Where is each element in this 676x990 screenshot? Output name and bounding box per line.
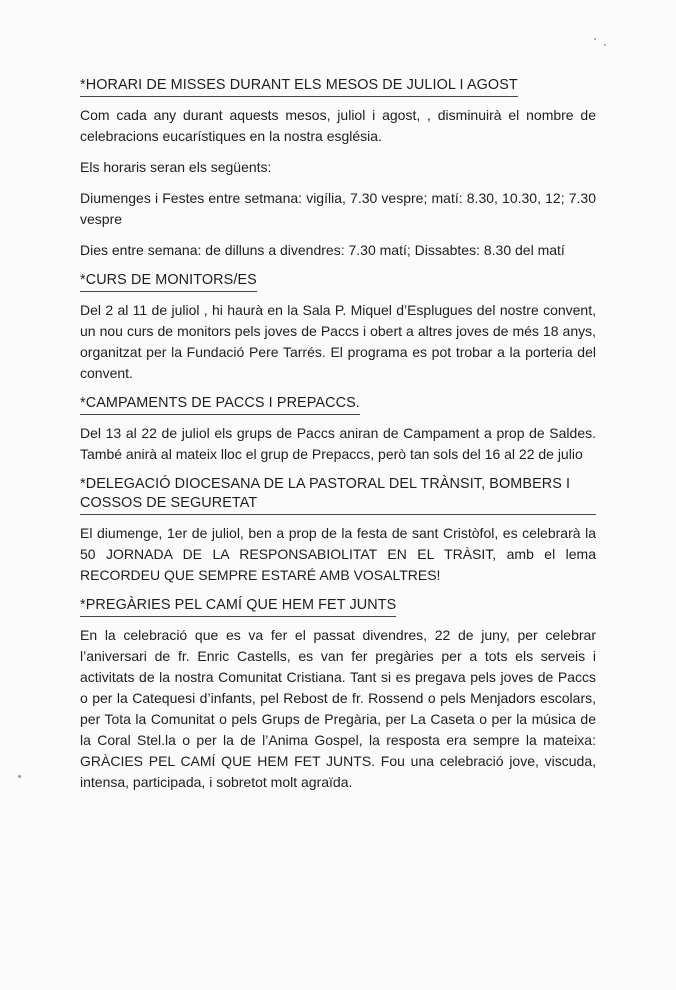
section-heading: *PREGÀRIES PEL CAMÍ QUE HEM FET JUNTS — [80, 596, 396, 617]
section-heading: *CAMPAMENTS DE PACCS I PREPACCS. — [80, 394, 360, 415]
paragraph: En la celebració que es va fer el passat divendres, 22 de juny, per celebrar l’aniversari de fr. Enric Castells, es van fer pregàries per a tots els serveis i activitats de la nostra Comunitat Cristiana. Tant si es pregava pels joves de Paccs o per la Catequesi d’infants, pel Rebost de fr. Rossend o pels Menjadors escolars, per Tota la Comunitat o pels Grups de Pregària, per La Caseta o per la música de la Coral Stel.la o per la de l’Anima Gospel, la resposta era sempre la mateixa: GRÀCIES PEL CAMÍ QUE HEM FET JUNTS. Fou una celebració jove, viscuda, intensa, participada, i sobretot molt agraïda. — [80, 627, 596, 790]
section-prayers — [80, 596, 596, 793]
scan-speck — [604, 44, 606, 46]
section-heading: *HORARI DE MISSES DURANT ELS MESOS DE JULIOL I AGOST — [80, 76, 518, 97]
paragraph: Diumenges i Festes entre setmana: vigília, 7.30 vespre; matí: 8.30, 10.30, 12; 7.30 vespre — [80, 190, 596, 227]
paragraph: Com cada any durant aquests mesos, juliol i agost, , disminuirà el nombre de celebracions eucarístiques en la nostra església. — [80, 107, 596, 144]
paragraph: Del 2 al 11 de juliol , hi haurà en la Sala P. Miquel d’Esplugues del nostre convent, un nou curs de monitors pels joves de Paccs i obert a altres joves de més 18 anys, organitzat per la Fundació Pere Tarrés. El programa es pot trobar a la porteria del convent. — [80, 302, 596, 381]
bulletin-content — [80, 76, 596, 803]
paragraph: Dies entre semana: de dilluns a divendres: 7.30 matí; Dissabtes: 8.30 del matí — [80, 242, 565, 258]
section-traffic-pastoral — [80, 475, 596, 586]
paragraph: Del 13 al 22 de juliol els grups de Paccs aniran de Campament a prop de Saldes. També anirà al mateix lloc el grup de Prepaccs, però tan sols del 16 al 22 de julio — [80, 425, 596, 462]
paragraph: El diumenge, 1er de juliol, ben a prop de la festa de sant Cristòfol, es celebrarà la 50 JORNADA DE LA RESPONSABIOLITAT EN EL TRÀSIT, amb el lema RECORDEU QUE SEMPRE ESTARÉ AMB VOSALTRES! — [80, 525, 596, 583]
section-monitors-course — [80, 271, 596, 384]
scan-speck — [594, 38, 596, 40]
section-heading: *DELEGACIÓ DIOCESANA DE LA PASTORAL DEL TRÀNSIT, BOMBERS I COSSOS DE SEGURETAT — [80, 475, 596, 515]
paragraph: Els horaris seran els següents: — [80, 159, 272, 175]
section-heading: *CURS DE MONITORS/ES — [80, 271, 257, 292]
section-camps — [80, 394, 596, 465]
scan-speck — [18, 775, 21, 778]
section-mass-schedule — [80, 76, 596, 261]
